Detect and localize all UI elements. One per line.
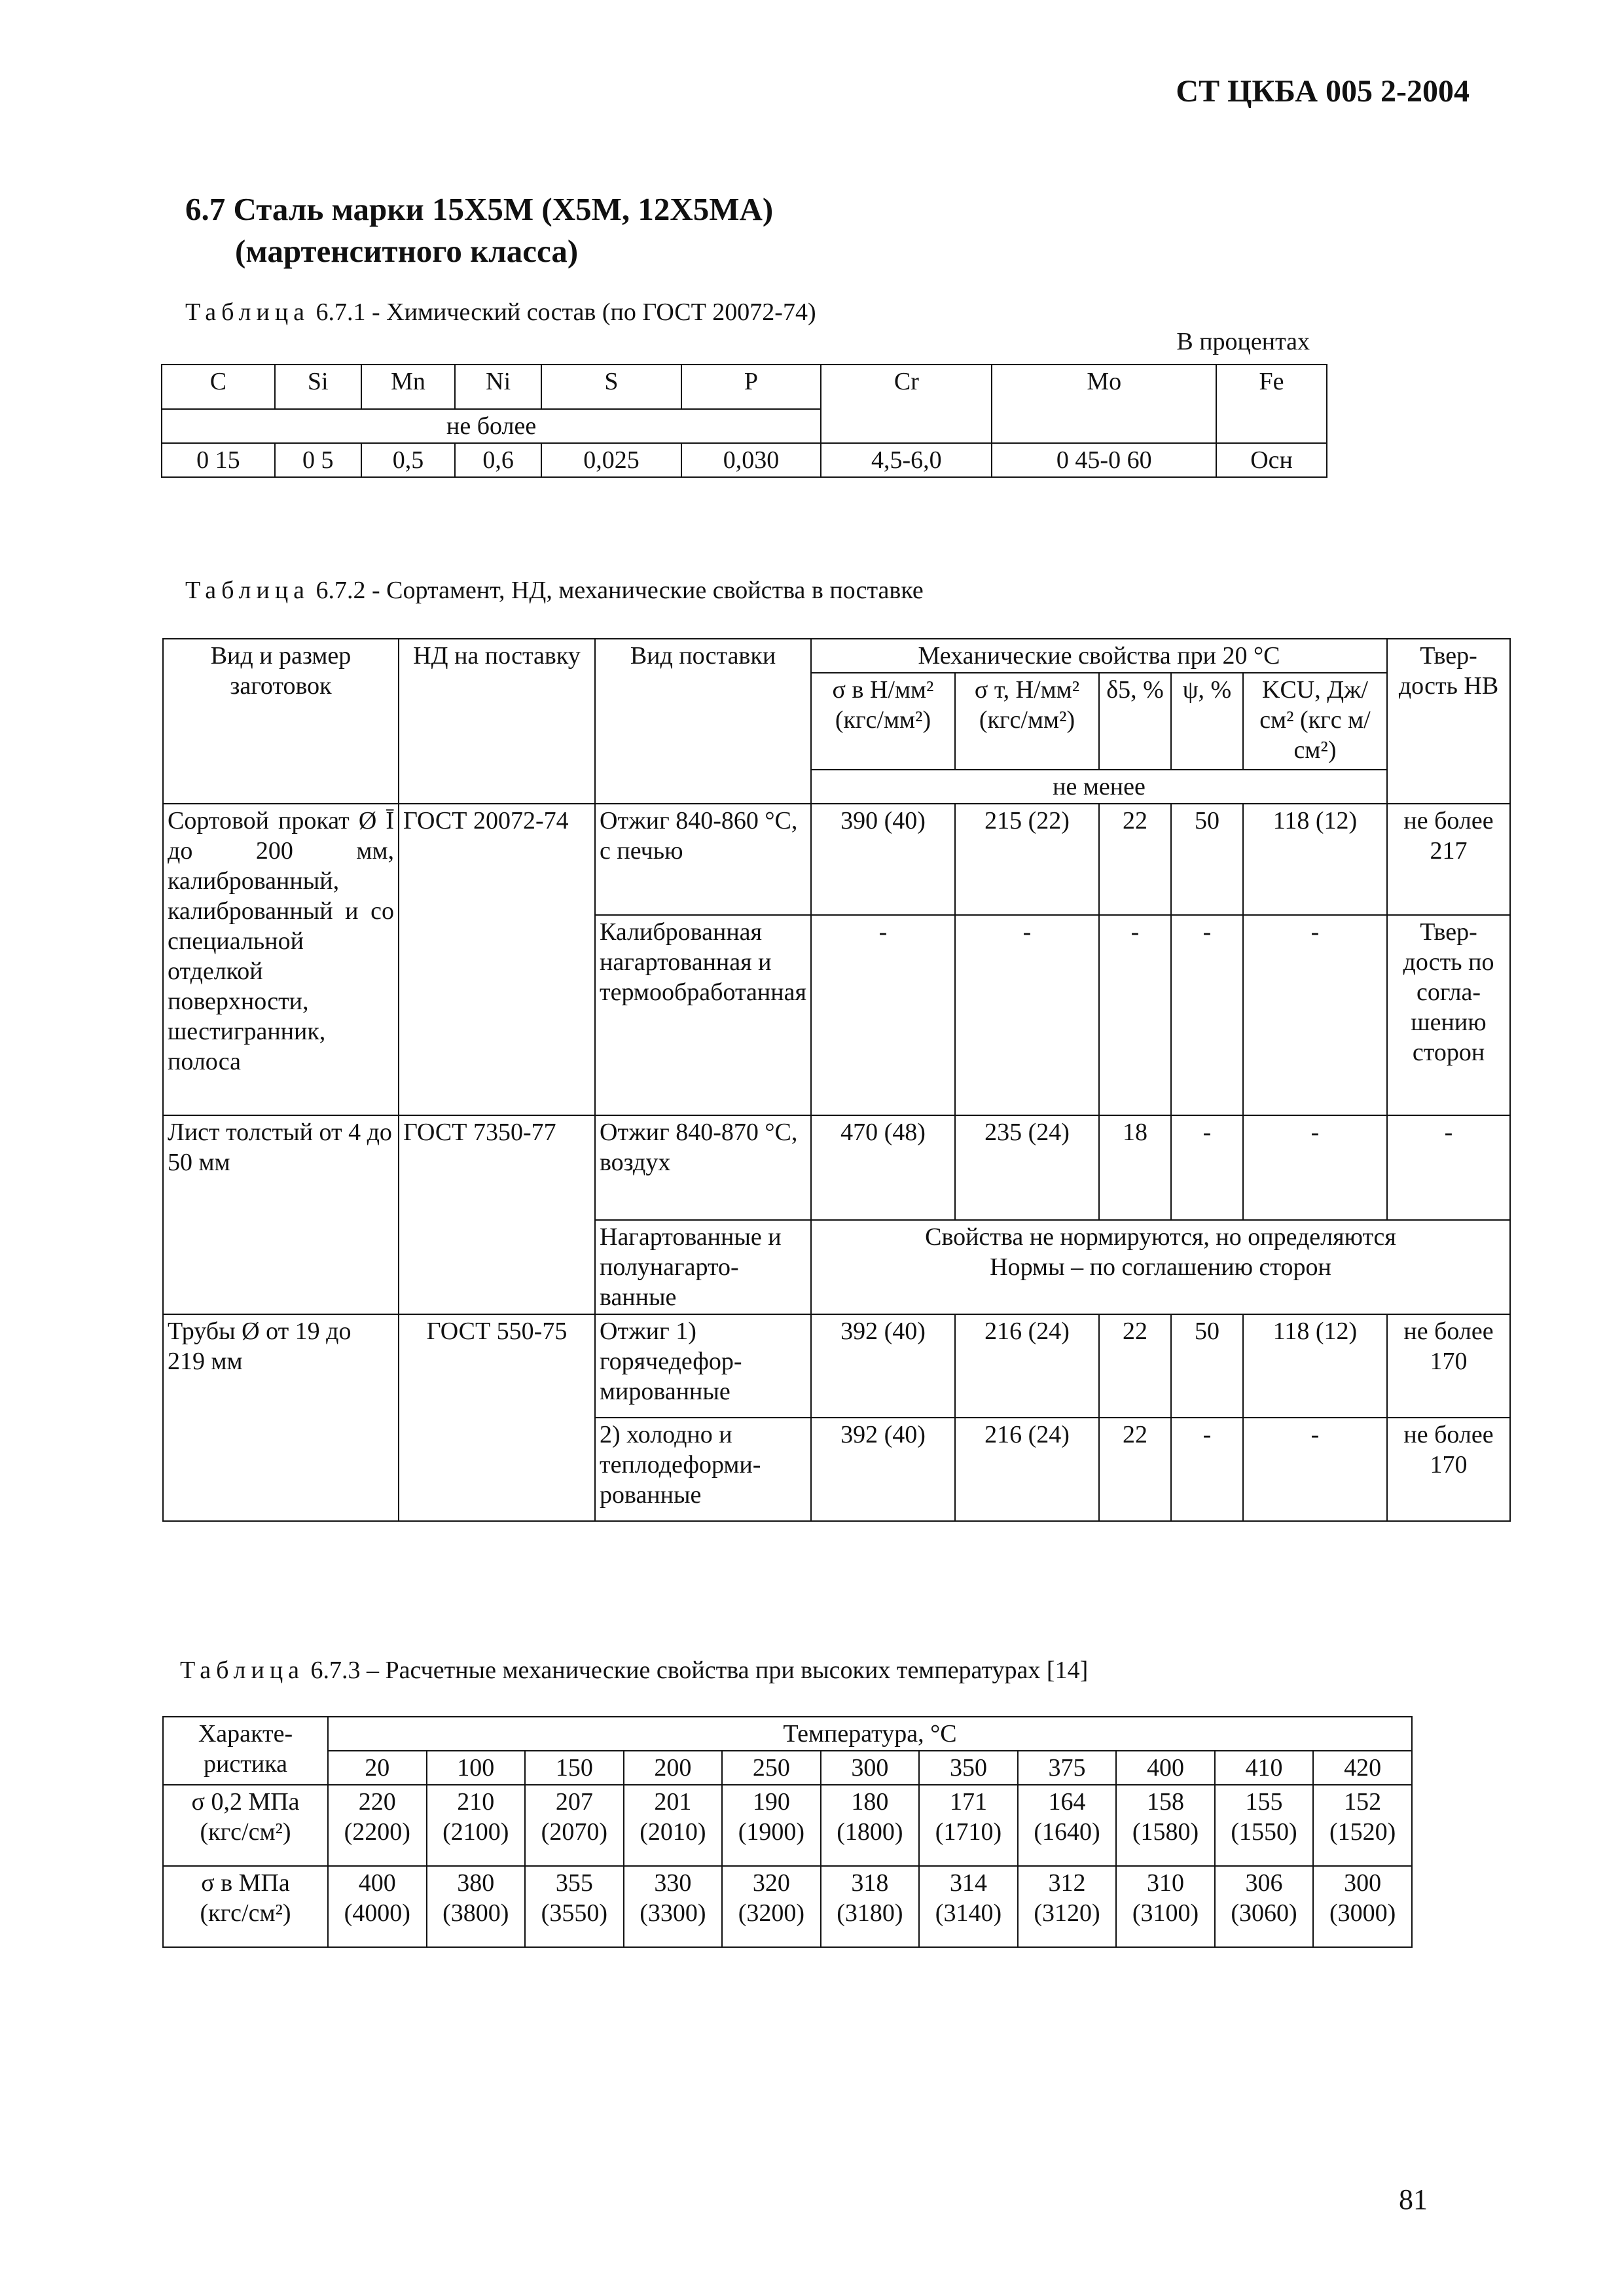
t2-g2-r1-supply: Отжиг 840-870 °С, воздух [595,1115,811,1220]
t3-temp-header: 375 [1018,1751,1117,1785]
t3-value-cell [1018,1866,1117,1947]
t3-value-kgs: (2010) [640,1818,706,1846]
t3-value-kgs: (3060) [1231,1899,1297,1927]
t3-temp-header: 300 [821,1751,920,1785]
t2-g1-nd: ГОСТ 20072-74 [399,804,595,1115]
t3-temp-header: 400 [1116,1751,1215,1785]
t3-value-mpa: 318 [851,1869,889,1897]
t3-value-mpa: 155 [1245,1788,1283,1816]
t1-value: 0 45-0 60 [992,443,1216,477]
table1-caption [185,298,816,327]
t2-g3-r1-kcu: 118 (12) [1243,1314,1387,1418]
t3-value-kgs: (3180) [837,1899,903,1927]
t3-value-mpa: 310 [1147,1869,1185,1897]
t3-row-name: σ в МПа [201,1869,290,1897]
t3-value-cell [427,1866,526,1947]
t2-g2-r1-psi: - [1171,1115,1243,1220]
t3-row-unit: (кгс/см²) [200,1899,291,1927]
t3-value-mpa: 210 [457,1788,495,1816]
t3-value-cell [328,1785,427,1866]
t2-g2-r1-d5: 18 [1099,1115,1171,1220]
t3-value-kgs: (3200) [738,1899,805,1927]
t3-value-mpa: 355 [555,1869,593,1897]
t2-h-hardness: Твер- дость НВ [1387,639,1510,804]
t3-value-cell [1116,1866,1215,1947]
t3-temp-header: 410 [1215,1751,1314,1785]
t2-g3-r2-hb: не более 170 [1387,1418,1510,1521]
t2-g2-kind: Лист толстый от 4 до 50 мм [163,1115,399,1314]
t1-value: 0 15 [162,443,275,477]
t1-value: 0,6 [455,443,541,477]
t1-header: Fe [1216,365,1327,443]
t2-g2-r1-hb: - [1387,1115,1510,1220]
section-title: 6.7 Сталь марки 15Х5М (Х5М, 12Х5МА) [185,191,774,227]
t3-row-label [163,1866,328,1947]
t2-h-nd: НД на поставку [399,639,595,804]
t3-temp-header: 100 [427,1751,526,1785]
t3-value-kgs: (3300) [640,1899,706,1927]
t1-value: 0 5 [275,443,361,477]
t2-g3-r1-hb: не более 170 [1387,1314,1510,1418]
t3-temp-header: 200 [624,1751,723,1785]
table1-unit-note: В процентах [1176,328,1310,355]
t3-value-kgs: (1900) [738,1818,805,1846]
t3-temp-header: 20 [328,1751,427,1785]
t2-g1-r2-psi: - [1171,915,1243,1115]
t3-temp-header: 420 [1313,1751,1412,1785]
t3-value-mpa: 380 [457,1869,495,1897]
t3-value-kgs: (1640) [1034,1818,1100,1846]
t2-g3-r2-d5: 22 [1099,1418,1171,1521]
table2-label: Таблица [185,577,310,604]
t2-h-min: не менее [811,770,1387,804]
t2-h-kcu: KCU, Дж/см² (кгс м/см²) [1243,673,1387,770]
t2-h-sigma-b: σ в Н/мм² (кгс/мм²) [811,673,955,770]
t2-g3-r2-sb: 392 (40) [811,1418,955,1521]
t3-value-mpa: 171 [949,1788,987,1816]
t3-value-cell [919,1785,1018,1866]
t2-g1-r1-hb: не более 217 [1387,804,1510,915]
t3-value-mpa: 220 [358,1788,396,1816]
t3-row-label [163,1785,328,1866]
t3-value-cell [722,1785,821,1866]
t1-value: 4,5-6,0 [821,443,992,477]
t3-value-cell [1313,1785,1412,1866]
t3-temp-header: 350 [919,1751,1018,1785]
t2-g2-r1-st: 235 (24) [955,1115,1099,1220]
t2-h-sigma-t: σ т, Н/мм² (кгс/мм²) [955,673,1099,770]
t3-value-kgs: (1710) [935,1818,1002,1846]
t2-g1-r2-sb: - [811,915,955,1115]
t1-header: Si [275,365,361,409]
t3-value-cell [525,1785,624,1866]
t1-subheader: не более [162,409,821,443]
high-temperature-properties-table [162,1716,1413,1948]
t3-value-mpa: 330 [654,1869,692,1897]
t1-header: Mn [361,365,455,409]
t3-value-kgs: (3000) [1329,1899,1396,1927]
t3-value-kgs: (1550) [1231,1818,1297,1846]
t2-h-supply: Вид поставки [595,639,811,804]
t1-value: 0,025 [541,443,681,477]
section-heading [185,188,773,272]
t3-value-cell [328,1866,427,1947]
t1-value: 0,030 [681,443,821,477]
t2-g3-r2-st: 216 (24) [955,1418,1099,1521]
t2-g1-r2-supply: Калиброванная нагартованная и термообработанная [595,915,811,1115]
t2-g3-nd: ГОСТ 550-75 [399,1314,595,1521]
t1-value: 0,5 [361,443,455,477]
t3-value-kgs: (1520) [1329,1818,1396,1846]
t2-g3-r2-psi: - [1171,1418,1243,1521]
table3-caption [180,1656,1088,1685]
t2-g2-r1-kcu: - [1243,1115,1387,1220]
t2-g1-r2-st: - [955,915,1099,1115]
t3-h-char: Характе- ристика [163,1717,328,1785]
t1-header: P [681,365,821,409]
t3-value-kgs: (3800) [442,1899,509,1927]
t2-g3-kind: Трубы Ø от 19 до 219 мм [163,1314,399,1521]
t2-g1-r1-psi: 50 [1171,804,1243,915]
t3-value-mpa: 152 [1344,1788,1382,1816]
t3-value-kgs: (1800) [837,1818,903,1846]
t1-header: C [162,365,275,409]
t3-row-unit: (кгс/см²) [200,1818,291,1846]
t2-g2-r2-note-line2: Нормы – по соглашению сторон [990,1253,1331,1281]
t3-value-cell [1116,1785,1215,1866]
t3-value-cell [1215,1785,1314,1866]
t3-value-kgs: (2100) [442,1818,509,1846]
t2-g2-r2-supply: Нагартованные и полунагарто- ванные [595,1220,811,1314]
t3-value-mpa: 190 [752,1788,790,1816]
t3-value-kgs: (3550) [541,1899,607,1927]
t3-value-mpa: 180 [851,1788,889,1816]
t2-g1-r1-d5: 22 [1099,804,1171,915]
mechanical-properties-table [162,638,1511,1522]
t2-g1-kind: Сортовой прокат Ø Ī до 200 мм, калиброванный, калиброванный и со специальной отделкой поверхности, шестигранник, полоса [163,804,399,1115]
t2-h-mech: Механические свойства при 20 °С [811,639,1387,673]
t3-value-mpa: 314 [949,1869,987,1897]
t3-value-cell [1215,1866,1314,1947]
t3-value-kgs: (1580) [1132,1818,1199,1846]
document-code: СТ ЦКБА 005 2-2004 [1176,74,1470,109]
t3-value-cell [821,1866,920,1947]
t3-value-cell [821,1785,920,1866]
t2-g1-r2-d5: - [1099,915,1171,1115]
t2-g1-r2-hb: Твер- дость по согла- шению сторон [1387,915,1510,1115]
t1-value: Осн [1216,443,1327,477]
t3-value-mpa: 201 [654,1788,692,1816]
t3-value-cell [624,1866,723,1947]
t3-value-kgs: (4000) [344,1899,410,1927]
section-subtitle: (мартенситного класса) [235,233,579,269]
t1-header: Ni [455,365,541,409]
table2-caption [185,576,924,605]
t2-g1-r1-supply: Отжиг 840-860 °С, с печью [595,804,811,915]
t3-value-mpa: 164 [1048,1788,1086,1816]
t3-value-mpa: 320 [752,1869,790,1897]
t3-value-mpa: 312 [1048,1869,1086,1897]
t3-value-cell [624,1785,723,1866]
table3-caption-text: 6.7.3 – Расчетные механические свойства при высоких температурах [14] [310,1657,1089,1684]
t3-value-mpa: 300 [1344,1869,1382,1897]
t2-g2-nd: ГОСТ 7350-77 [399,1115,595,1314]
t3-value-kgs: (3120) [1034,1899,1100,1927]
t3-value-mpa: 400 [358,1869,396,1897]
t2-g2-r2-note [811,1220,1510,1314]
t2-g3-r2-kcu: - [1243,1418,1387,1521]
t2-g3-r2-supply: 2) холодно и теплодеформи- рованные [595,1418,811,1521]
t3-value-cell [525,1866,624,1947]
page-number: 81 [1399,2183,1428,2215]
t3-temp-header: 250 [722,1751,821,1785]
t2-g1-r2-kcu: - [1243,915,1387,1115]
table1-label: Таблица [185,298,310,326]
t2-g2-r1-sb: 470 (48) [811,1115,955,1220]
t3-temp-header: 150 [525,1751,624,1785]
t2-g3-r1-psi: 50 [1171,1314,1243,1418]
t3-value-kgs: (3100) [1132,1899,1199,1927]
t2-h-delta5: δ5, % [1099,673,1171,770]
t3-h-temp: Температура, °С [328,1717,1412,1751]
table1-caption-text: 6.7.1 - Химический состав (по ГОСТ 20072-74) [316,298,816,326]
t3-value-cell [1018,1785,1117,1866]
t2-h-kind: Вид и размер заготовок [163,639,399,804]
t3-value-cell [1313,1866,1412,1947]
t2-g1-r1-st: 215 (22) [955,804,1099,915]
t3-value-mpa: 158 [1147,1788,1185,1816]
t1-header: Cr [821,365,992,443]
t3-value-cell [427,1785,526,1866]
t3-value-mpa: 306 [1245,1869,1283,1897]
t3-value-kgs: (3140) [935,1899,1002,1927]
t1-header: Mo [992,365,1216,443]
t2-h-psi: ψ, % [1171,673,1243,770]
t3-value-mpa: 207 [555,1788,593,1816]
t2-g3-r1-sb: 392 (40) [811,1314,955,1418]
chemical-composition-table [161,364,1327,478]
t2-g1-r1-sb: 390 (40) [811,804,955,915]
t2-g3-r1-d5: 22 [1099,1314,1171,1418]
t3-value-kgs: (2070) [541,1818,607,1846]
t3-value-cell [919,1866,1018,1947]
t3-value-cell [722,1866,821,1947]
t1-header: S [541,365,681,409]
table3-label: Таблица [180,1657,305,1684]
t3-value-kgs: (2200) [344,1818,410,1846]
t2-g3-r1-st: 216 (24) [955,1314,1099,1418]
table2-caption-text: 6.7.2 - Сортамент, НД, механические свойства в поставке [316,577,924,604]
t2-g2-r2-note-line1: Свойства не нормируются, но определяются [925,1223,1396,1251]
t3-row-name: σ 0,2 МПа [191,1788,300,1816]
t2-g1-r1-kcu: 118 (12) [1243,804,1387,915]
t2-g3-r1-supply: Отжиг 1) горячедефор- мированные [595,1314,811,1418]
